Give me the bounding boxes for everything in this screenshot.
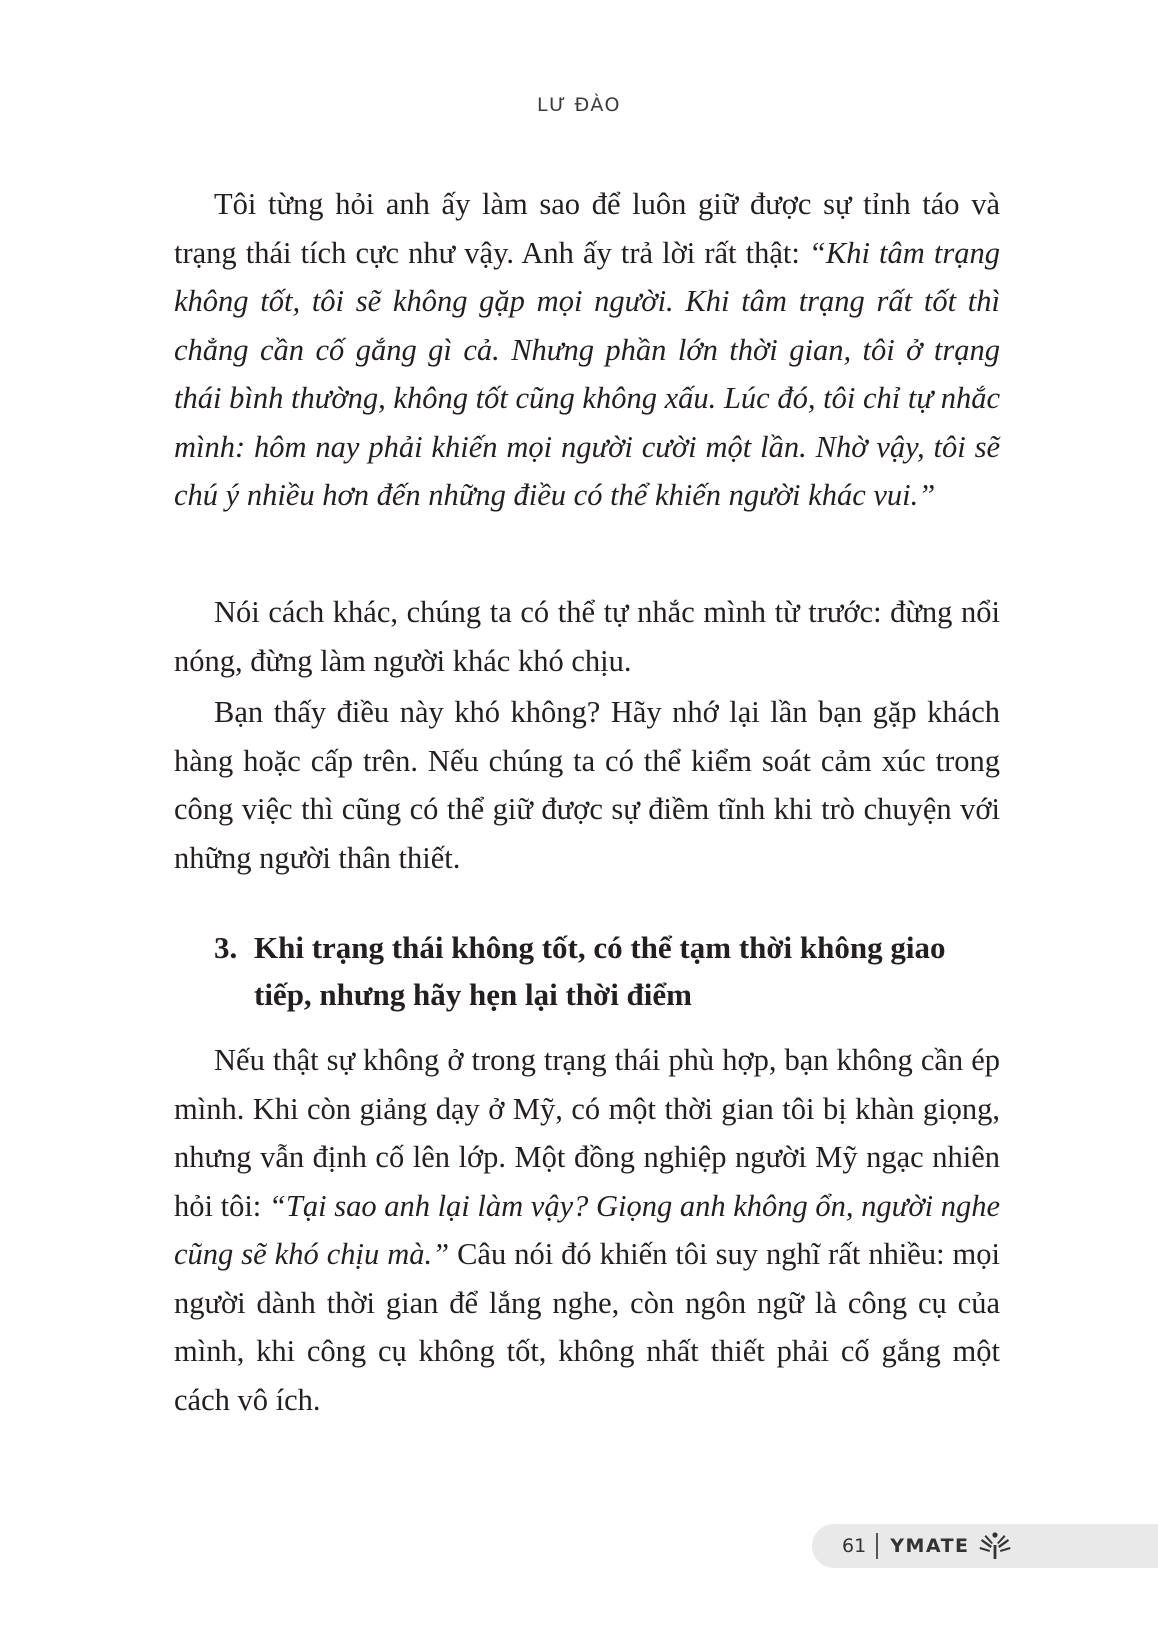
page-number: 61: [842, 1535, 867, 1557]
paragraph-3: Bạn thấy điều này khó không? Hãy nhớ lại lần bạn gặp khách hàng hoặc cấp trên. Nếu chúng ta có thể kiểm soát cảm xúc trong công việc thì cũng có thể giữ được sự điềm tĩnh khi trò chuyện với những người thân thiết.: [174, 695, 1000, 875]
section-heading: [174, 924, 1000, 1018]
paragraph-4-tail: Câu nói đó khiến tôi suy nghĩ rất nhiều: mọi người dành thời gian để lắng nghe, còn ngôn ngữ là công cụ của mình, khi công cụ không tốt, không nhất thiết phải cố gắng một cách vô ích.: [174, 1237, 1000, 1417]
page-footer-tab: [812, 1524, 1158, 1568]
paragraph-4-quote: “Tại sao anh lại làm vậy? Giọng anh không ổn, người nghe cũng sẽ khó chịu mà.”: [174, 1188, 1000, 1271]
brand-name: YMATE: [890, 1535, 970, 1557]
paragraph-1-quote: “Khi tâm trạng không tốt, tôi sẽ không gặp mọi người. Khi tâm trạng rất tốt thì chẳng cần cố gắng gì cả. Nhưng phần lớn thời gian, tôi ở trạng thái bình thường, không tốt cũng không xấu. Lúc đó, tôi chỉ tự nhắc mình: hôm nay phải khiến mọi người cười một lần. Nhờ vậy, tôi sẽ chú ý nhiều hơn đến những điều có thể khiến người khác vui.”: [174, 235, 1000, 512]
paragraph-2: Nói cách khác, chúng ta có thể tự nhắc mình từ trước: đừng nổi nóng, đừng làm người khác khó chịu.: [174, 595, 1000, 678]
paragraph-4-lead: Nếu thật sự không ở trong trạng thái phù hợp, bạn không cần ép mình. Khi còn giảng dạy ở Mỹ, có một thời gian tôi bị khàn giọng, nhưng vẫn định cố lên lớp. Một đồng nghiệp người Mỹ ngạc nhiên hỏi tôi:: [174, 1043, 1000, 1223]
running-header: LƯ ĐÀO: [537, 94, 621, 116]
footer-divider: [876, 1533, 878, 1559]
paragraph-1-lead: Tôi từng hỏi anh ấy làm sao để luôn giữ được sự tỉnh táo và trạng thái tích cực như vậy. Anh ấy trả lời rất thật:: [174, 187, 1000, 270]
section-heading-number: 3.: [214, 930, 238, 965]
paragraph-1: [174, 180, 1000, 520]
section-heading-text: Khi trạng thái không tốt, có thể tạm thời không giao tiếp, nhưng hãy hẹn lại thời điểm: [254, 930, 946, 1012]
ymate-logo-icon: [978, 1531, 1012, 1561]
paragraph-4: [174, 1036, 1000, 1424]
